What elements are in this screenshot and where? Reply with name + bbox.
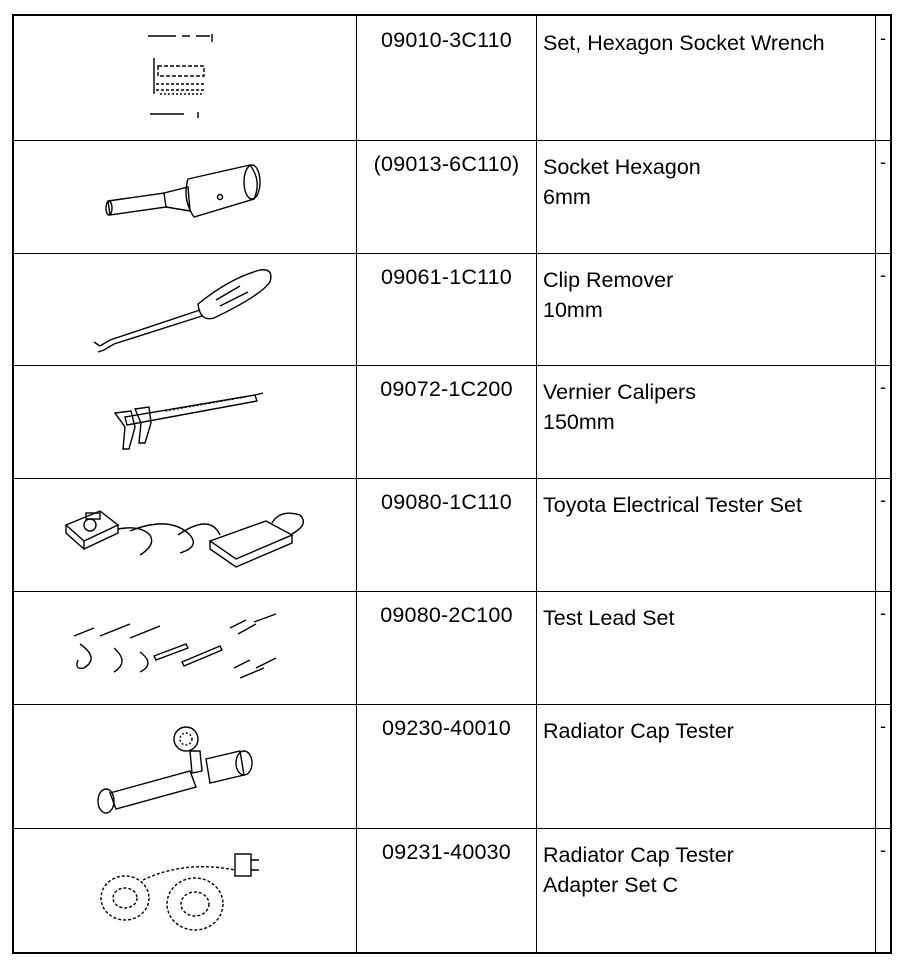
special-tools-table	[12, 14, 892, 954]
tool-name	[537, 140, 876, 253]
tool-name-line: Toyota Electrical Tester Set	[543, 493, 802, 517]
tool-name-line: Socket Hexagon	[543, 155, 701, 179]
part-number: 09231-40030	[357, 828, 537, 952]
tool-note: -	[880, 28, 886, 48]
tool-name-line: 150mm	[543, 410, 615, 434]
tool-note: -	[880, 152, 886, 172]
table-row	[14, 478, 890, 592]
table-row	[14, 828, 890, 952]
part-number: 09230-40010	[357, 704, 537, 828]
tool-note: -	[880, 490, 886, 510]
tool-name	[537, 16, 876, 140]
radiator-cap-tester-icon	[90, 711, 280, 821]
tool-illustration-cell	[14, 365, 357, 478]
socket-wrench-set-icon	[140, 28, 230, 128]
tool-name	[537, 704, 876, 828]
tool-name	[537, 478, 876, 591]
tool-name-line: Vernier Calipers	[543, 380, 696, 404]
part-number: 09072-1C200	[357, 365, 537, 478]
tool-name	[537, 253, 876, 365]
table-row	[14, 591, 890, 705]
tool-illustration-cell	[14, 253, 357, 365]
hex-socket-icon	[100, 157, 270, 237]
tool-name-line: Adapter Set C	[543, 873, 679, 897]
tool-name-line: 6mm	[543, 185, 591, 209]
tool-illustration-cell	[14, 591, 357, 704]
vernier-calipers-icon	[105, 387, 265, 457]
tool-name-line: Clip Remover	[543, 268, 674, 292]
tool-name-line: Radiator Cap Tester	[543, 719, 734, 743]
tool-note: -	[880, 603, 886, 623]
table-row	[14, 704, 890, 829]
tool-name	[537, 828, 876, 952]
table-row	[14, 365, 890, 479]
part-number: 09010-3C110	[357, 16, 537, 140]
tool-illustration-cell	[14, 704, 357, 828]
adapter-set-icon	[95, 840, 275, 940]
tool-name-line: Test Lead Set	[543, 606, 675, 630]
tool-note: -	[880, 840, 886, 860]
test-lead-set-icon	[70, 608, 300, 688]
part-number: 09061-1C110	[357, 253, 537, 365]
tool-name-line: Radiator Cap Tester	[543, 843, 734, 867]
electrical-tester-icon	[60, 495, 310, 575]
tool-name	[537, 365, 876, 478]
table-row	[14, 140, 890, 254]
table-row	[14, 253, 890, 366]
tool-note: -	[880, 265, 886, 285]
tool-name-line: Set, Hexagon Socket Wrench	[543, 31, 825, 55]
tool-illustration-cell	[14, 478, 357, 591]
tool-note: -	[880, 716, 886, 736]
part-number: 09080-1C110	[357, 478, 537, 591]
tool-note: -	[880, 377, 886, 397]
clip-remover-icon	[90, 264, 280, 354]
tool-name	[537, 591, 876, 704]
tool-illustration-cell	[14, 140, 357, 253]
part-number: 09080-2C100	[357, 591, 537, 704]
part-number: (09013-6C110)	[357, 140, 537, 253]
tool-illustration-cell	[14, 828, 357, 952]
tool-name-line: 10mm	[543, 298, 603, 322]
tool-illustration-cell	[14, 16, 357, 140]
table-row	[14, 16, 890, 141]
